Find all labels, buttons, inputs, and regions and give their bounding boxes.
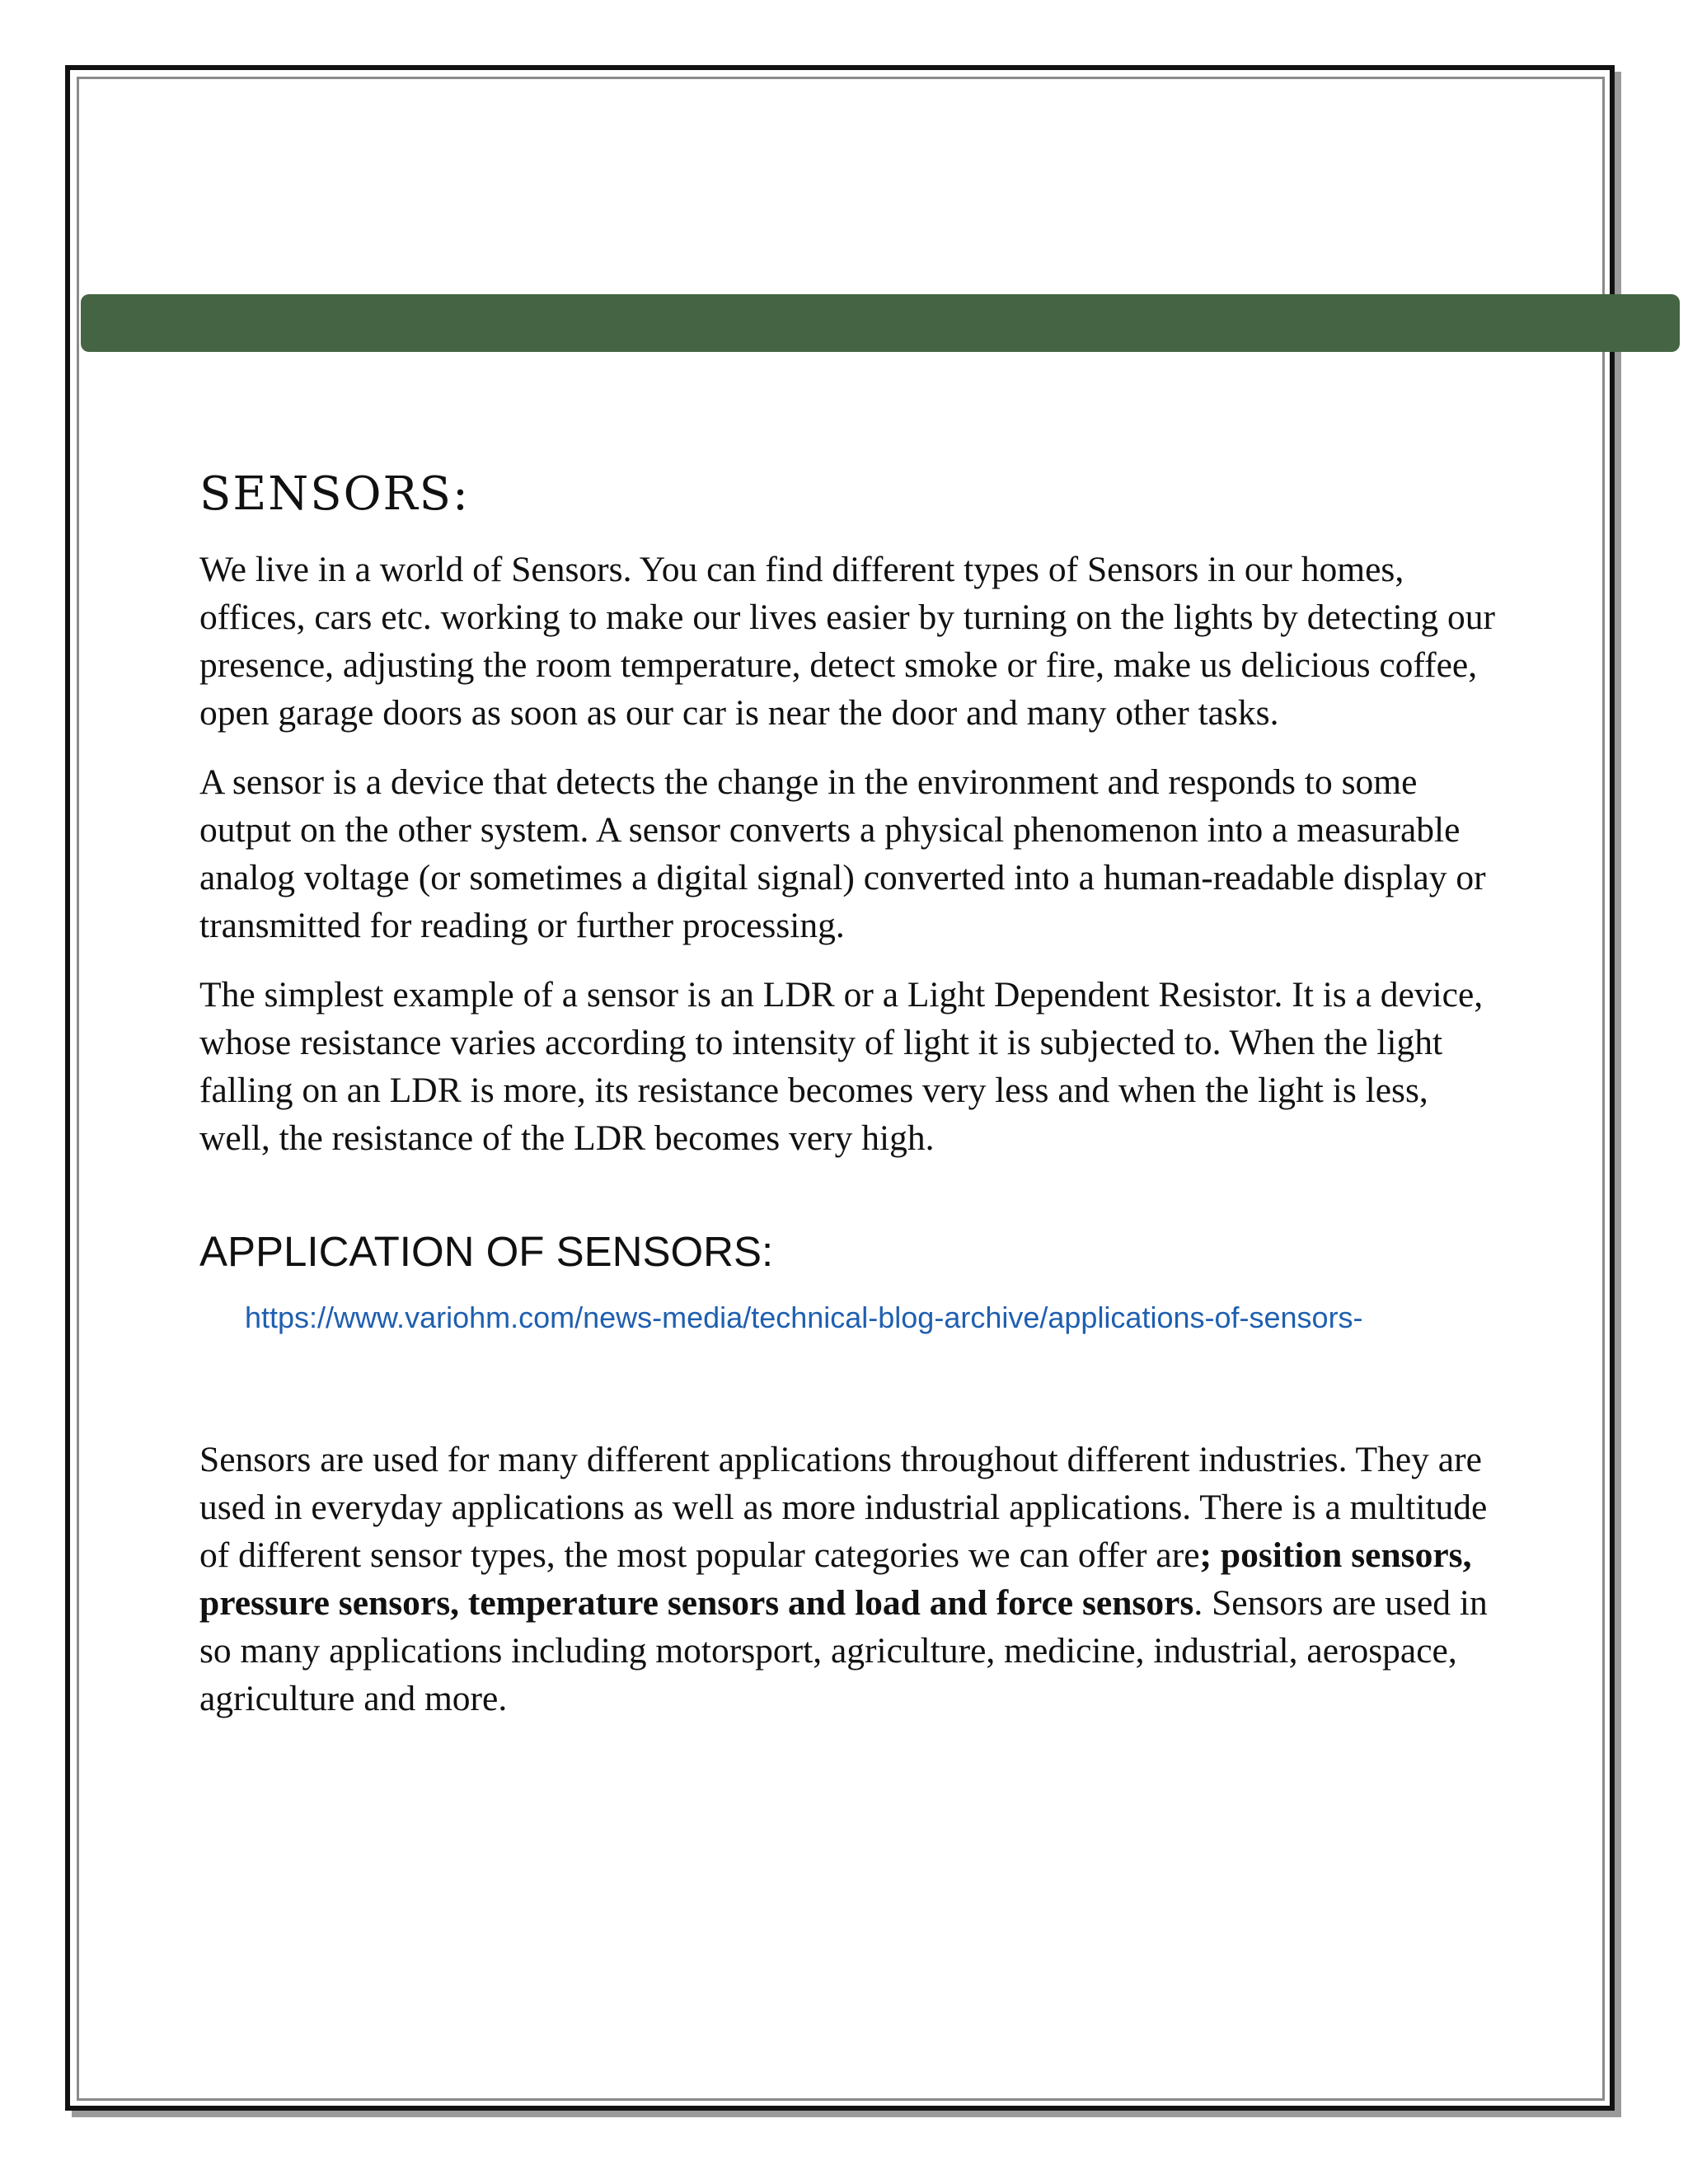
paragraph-applications bbox=[199, 1436, 1502, 1722]
page-frame-shadow-bottom bbox=[72, 2111, 1621, 2117]
source-link[interactable]: https://www.variohm.com/news-media/technical-blog-archive/applications-of-sensors- bbox=[245, 1301, 1363, 1334]
paragraph-intro: We live in a world of Sensors. You can find different types of Sensors in our homes, offices, cars etc. working to make our lives easier by turning on the lights by detecting our presence, adjusting the room temperature, detect smoke or fire, make us delicious coffee, open garage doors as soon as our car is near the door and many other tasks. bbox=[199, 550, 1496, 733]
source-link-row bbox=[199, 1297, 1502, 1338]
applications-text-end: . Sensors are used in so many applications including motorsport, agriculture, medicine, industrial, aerospace, agriculture and more. bbox=[199, 1583, 1488, 1718]
paragraph-ldr-example: The simplest example of a sensor is an LDR or a Light Dependent Resistor. It is a device, whose resistance varies according to intensity of light it is subjected to. When the light falling on an LDR is more, its resistance becomes very less and when the light is less, well, the resistance of the LDR becomes very high. bbox=[199, 975, 1484, 1158]
document-body bbox=[199, 462, 1502, 1744]
paragraph-definition: A sensor is a device that detects the change in the environment and responds to some output on the other system. A sensor converts a physical phenomenon into a measurable analog voltage (or sometimes a digital signal) converted into a human-readable display or transmitted for reading or further processing. bbox=[199, 762, 1486, 945]
heading-sensors: SENSORS: bbox=[199, 467, 470, 521]
heading-applications: APPLICATION OF SENSORS: bbox=[199, 1228, 774, 1275]
applications-text-start: Sensors are used for many different applications throughout different industries. They are used in everyday applications as well as more industrial applications. There is a multitude of different sensor types, the most popular categories we can offer are bbox=[199, 1440, 1488, 1575]
header-band bbox=[81, 294, 1680, 352]
page-frame-shadow-right bbox=[1615, 72, 1621, 2117]
sensor-categories-bold: ; position sensors, pressure sensors, temperature sensors and load and force sensors bbox=[199, 1535, 1472, 1623]
